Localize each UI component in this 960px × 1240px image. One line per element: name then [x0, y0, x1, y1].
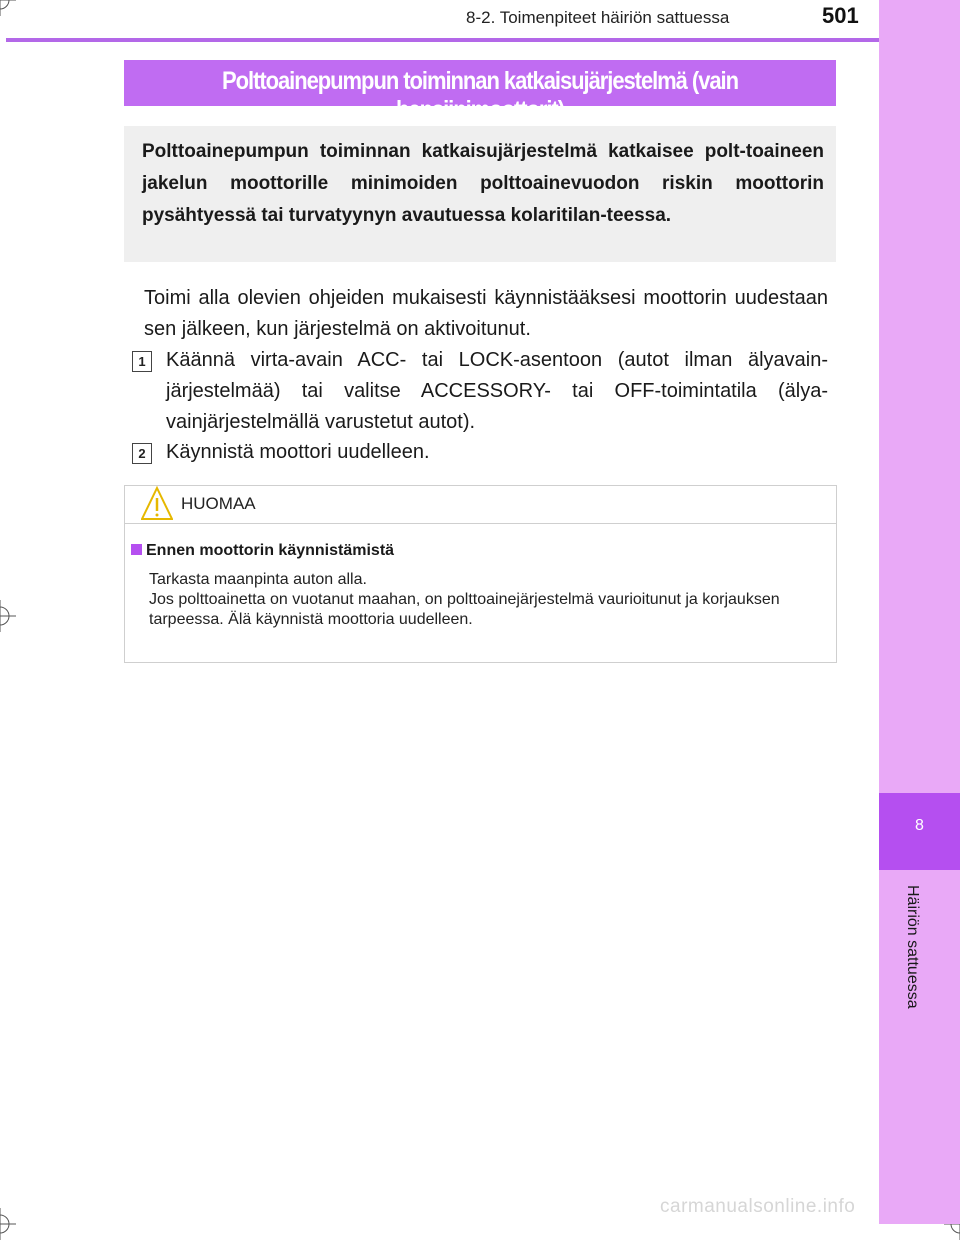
caution-header	[125, 486, 836, 524]
page-number: 501	[822, 3, 859, 28]
square-bullet-icon	[131, 544, 142, 555]
crop-mark-icon	[0, 0, 16, 16]
summary-box	[124, 126, 836, 262]
warning-triangle-icon	[141, 486, 173, 522]
step-text: Käynnistä moottori uudelleen.	[166, 441, 430, 463]
caution-label: HUOMAA	[181, 494, 256, 513]
chapter-number: 8	[915, 817, 924, 834]
caution-subheading-text: Ennen moottorin käynnistämistä	[146, 542, 395, 559]
caution-box	[124, 485, 837, 663]
step-number: 2	[132, 443, 152, 464]
intro-paragraph: Toimi alla olevien ohjeiden mukaisesti käynnistääksesi moottorin uudestaan sen jälkeen, kun järjestelmä on aktivoitunut.	[144, 287, 828, 340]
step-number: 1	[132, 351, 152, 372]
chapter-number-block	[879, 793, 960, 870]
caution-line: Tarkasta maanpinta auton alla.	[149, 571, 367, 588]
section-heading-bar	[124, 60, 836, 124]
chapter-side-tab	[879, 0, 960, 1224]
chapter-label: Häiriön sattuessa	[904, 885, 921, 1009]
caution-subheading	[131, 542, 394, 560]
watermark: carmanualsonline.info	[660, 1196, 856, 1217]
crop-mark-icon	[0, 600, 16, 632]
caution-body	[149, 570, 829, 630]
summary-text: Polttoainepumpun toiminnan katkaisujärjestelmä katkaisee polt-toaineen jakelun moottorille minimoiden polttoainevuodon riskin moottorin pysähtyessä tai turvatyynyn avautuessa kolaritilan-teessa.	[142, 141, 824, 226]
running-header: 8-2. Toimenpiteet häiriön sattuessa	[466, 8, 730, 27]
header-divider	[6, 38, 879, 42]
caution-line: Jos polttoainetta on vuotanut maahan, on polttoainejärjestelmä vaurioitunut ja korjauksen tarpeessa. Älä käynnistä moottoria uudelleen.	[149, 591, 780, 628]
section-title: Polttoainepumpun toiminnan katkaisujärjestelmä (vain bensiinimoottorit)	[222, 67, 738, 124]
crop-mark-icon	[0, 1208, 16, 1240]
step-text: Käännä virta-avain ACC- tai LOCK-asentoon (autot ilman älyavain-järjestelmää) tai valitse ACCESSORY- tai OFF-toimintatila (älya-vainjärjestelmällä varustetut autot).	[166, 349, 828, 433]
